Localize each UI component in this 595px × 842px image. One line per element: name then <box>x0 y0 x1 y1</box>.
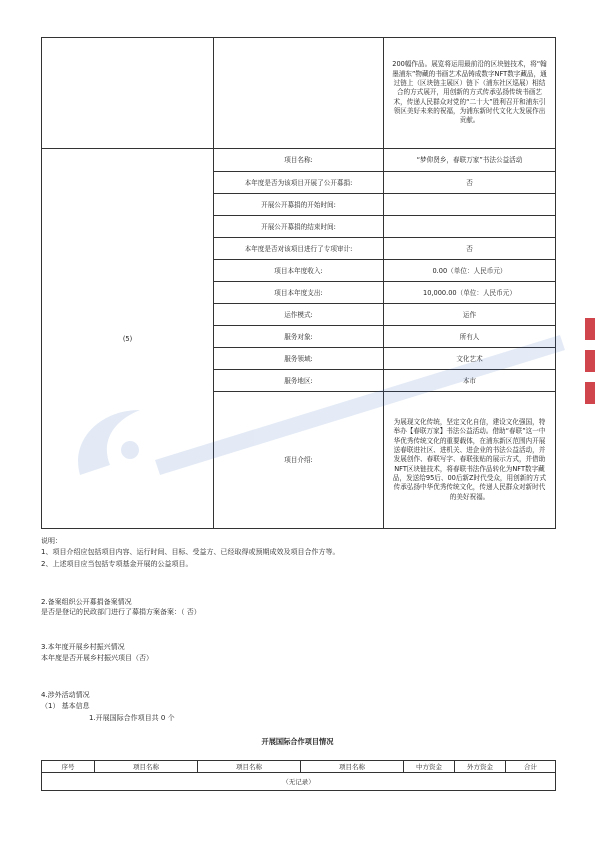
column-header: 项目名称 <box>95 761 198 773</box>
field-value: 0.00（单位：人民币元） <box>384 260 556 282</box>
section-title: 4.涉外活动情况 <box>41 691 90 699</box>
project-table <box>41 37 556 529</box>
field-label: 本年度是否对该项目进行了专项审计: <box>214 238 384 260</box>
field-label: 项目本年度收入: <box>214 260 384 282</box>
field-value: 所有人 <box>384 326 556 348</box>
project-index: (5) <box>42 149 214 529</box>
field-value: 否 <box>384 172 556 194</box>
blank-cell <box>42 38 214 149</box>
field-label: 运作模式: <box>214 304 384 326</box>
column-header: 项目名称 <box>198 761 301 773</box>
field-value <box>384 194 556 216</box>
section-title: 3.本年度开展乡村振兴情况 <box>41 643 125 651</box>
field-label: 开展公开募捐的结束时间: <box>214 216 384 238</box>
note-line: 2、上述项目应当包括专项基金开展的公益项目。 <box>41 560 193 568</box>
field-label: 项目名称: <box>214 149 384 172</box>
field-label: 项目介绍: <box>214 392 384 529</box>
field-value: 10,000.00（单位：人民币元） <box>384 282 556 304</box>
section-line: 是否是登记的民政部门进行了募捐方案备案：（ 否） <box>41 608 201 616</box>
notes-heading: 说明： <box>41 537 62 545</box>
section-subtitle: （1） 基本信息 <box>41 702 90 710</box>
field-value: 否 <box>384 238 556 260</box>
field-label: 服务对象: <box>214 326 384 348</box>
column-header: 中方资金 <box>404 761 455 773</box>
field-value: “梦仰贤乡，春联万家”书法公益活动 <box>384 149 556 172</box>
field-value: 运作 <box>384 304 556 326</box>
note-line: 1、项目介绍应包括项目内容、运行时间、目标、受益方、已经取得或预期成效及项目合作方等。 <box>41 548 340 556</box>
field-value <box>384 216 556 238</box>
previous-project-description: 200幅作品。展览将运用最前沿的区块链技术，将“翰墨浦东”物藏的书画艺术品铸成数字NFT数字藏品，通过链上（区块链主展区）链下（浦东社区巡展）相结合的方式展开，用创新的方式传承弘扬传统书画艺术，传递人民群众对党的“二十大”胜利召开和浦东引领区美好未来的祝福，为浦东新时代文化大发展作出贡献。 <box>384 38 556 149</box>
column-header: 序号 <box>42 761 95 773</box>
section-title: 2.备案组织公开募捐备案情况 <box>41 598 132 606</box>
column-header: 外方资金 <box>455 761 506 773</box>
field-label: 开展公开募捐的开始时间: <box>214 194 384 216</box>
section-line: 本年度是否开展乡村振兴项目（否） <box>41 654 153 662</box>
field-label: 服务地区: <box>214 370 384 392</box>
section-line: 1.开展国际合作项目共 0 个 <box>89 714 175 722</box>
field-value: 本市 <box>384 370 556 392</box>
field-value: 文化艺术 <box>384 348 556 370</box>
side-red-mark <box>585 382 595 404</box>
international-projects-table <box>41 760 556 791</box>
blank-cell <box>214 38 384 149</box>
column-header: 项目名称 <box>301 761 404 773</box>
field-label: 本年度是否为该项目开展了公开募捐: <box>214 172 384 194</box>
side-red-mark <box>585 318 595 340</box>
table-caption: 开展国际合作项目情况 <box>261 737 334 746</box>
field-label: 服务领域: <box>214 348 384 370</box>
side-red-mark <box>585 350 595 372</box>
column-header: 合计 <box>506 761 556 773</box>
field-label: 项目本年度支出: <box>214 282 384 304</box>
no-records: （无记录） <box>42 773 556 791</box>
project-introduction: 为展现文化传统，坚定文化自信，建设文化强国，特举办【春联万家】书法公益活动。借助“春联”这一中华优秀传统文化的重要载体，在浦东新区范围内开展送春联进社区、进机关、进企业的书法公益活动，并发展创作、春联写字、春联张贴的展示方式，并借助NFT区块链技术，将春联书法作品转化为NFT数字藏品，发送给95后、00后新Z时代受众，用创新的方式传承弘扬中华优秀传统文化，传递人民群众对新时代的美好祝福。 <box>384 392 556 529</box>
